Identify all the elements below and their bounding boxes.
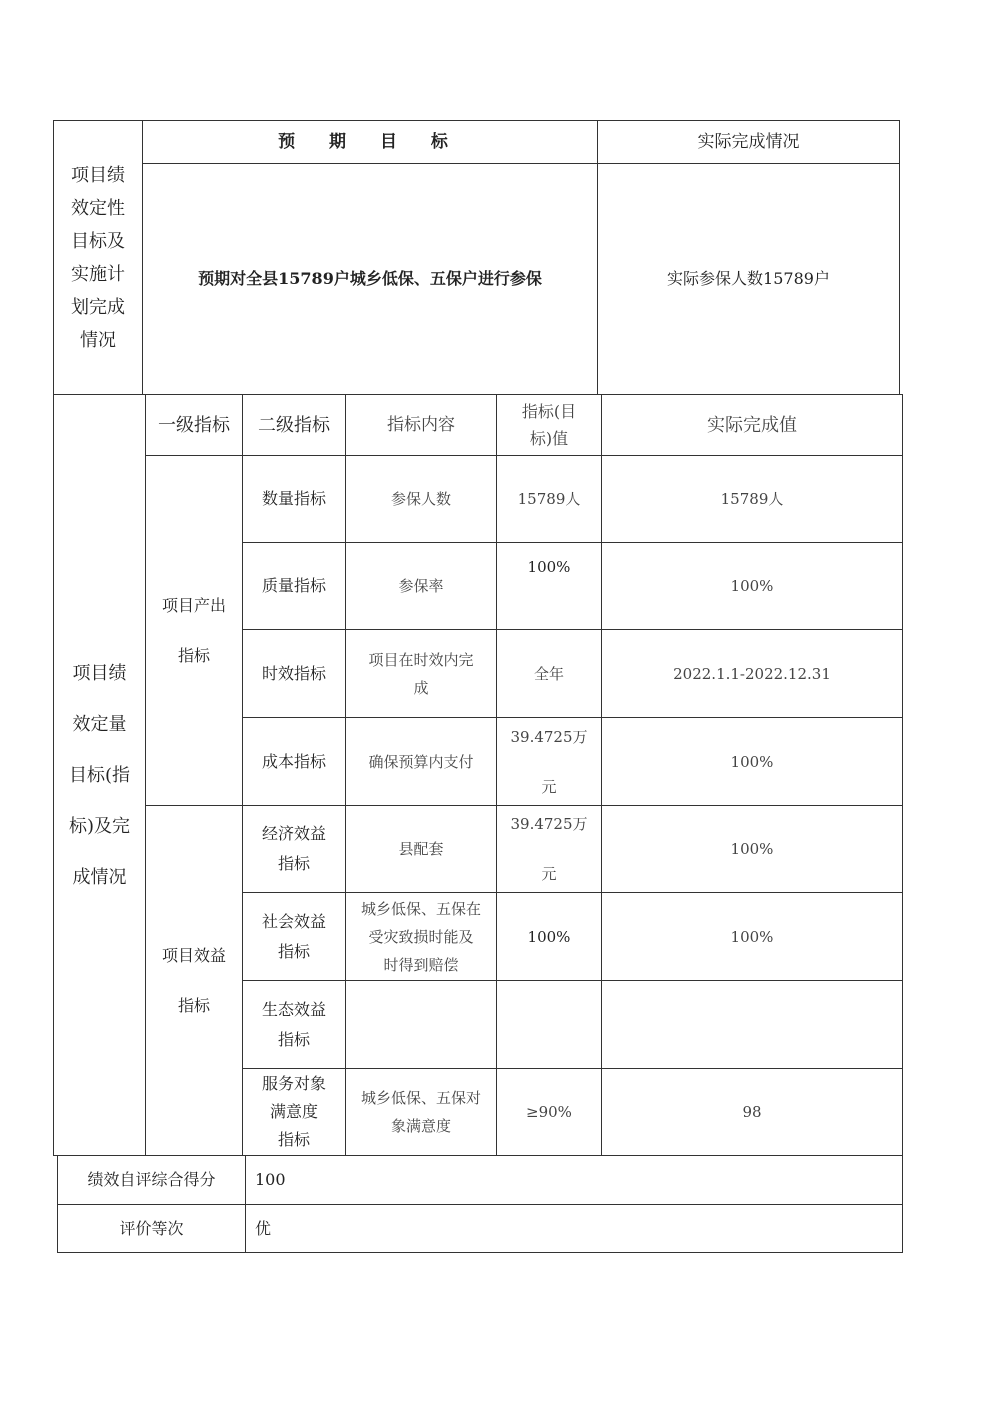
group-benefit-label: 项目效益 指标 (161, 945, 226, 1015)
row-cost-level2: 成本指标 (261, 751, 326, 771)
row-satisfaction-actual: 98 (742, 1103, 762, 1121)
row-quantity-target: 15789人 (517, 490, 581, 508)
row-satisfaction-target: ≥90% (526, 1103, 572, 1121)
row-ecological-actual (601, 980, 903, 1069)
grade-label: 评价等次 (119, 1218, 184, 1238)
row-quality-target: 100% (527, 558, 571, 576)
row-quality-level2: 质量指标 (261, 576, 326, 595)
row-timeliness-actual: 2022.1.1-2022.12.31 (673, 664, 831, 683)
header-target: 指标(目 标)值 (521, 402, 577, 448)
row-timeliness-content: 项目在时效内完 成 (368, 650, 474, 697)
actual-completion-text: 实际参保人数15789户 (667, 269, 830, 288)
row-quantity-content: 参保人数 (390, 490, 451, 508)
group-output-label: 项目产出 指标 (161, 595, 226, 665)
row-social-target: 100% (527, 927, 571, 946)
expected-goal-header: 预 期 目 标 (278, 132, 462, 152)
row-quality-actual: 100% (730, 577, 774, 595)
row-ecological-target (496, 980, 602, 1069)
row-timeliness-target: 全年 (533, 664, 564, 683)
score-value: 100 (255, 1170, 286, 1189)
section1-label: 项目绩 效定性 目标及 实施计 划完成 情况 (71, 164, 125, 351)
row-social-content: 城乡低保、五保在 受灾致损时能及 时得到赔偿 (360, 899, 481, 974)
row-economic-actual: 100% (730, 840, 774, 858)
row-satisfaction-level2: 服务对象 满意度 指标 (261, 1074, 326, 1149)
row-ecological-content (345, 980, 497, 1069)
row-economic-content: 县配套 (398, 840, 444, 858)
header-level2: 二级指标 (258, 414, 330, 436)
header-actual: 实际完成值 (707, 414, 797, 436)
header-level1: 一级指标 (158, 414, 230, 436)
row-economic-target: 39.4725万 元 (510, 815, 588, 883)
row-economic-level2: 经济效益 指标 (261, 824, 326, 873)
row-quantity-actual: 15789人 (720, 490, 784, 508)
header-content: 指标内容 (387, 415, 455, 435)
row-cost-content: 确保预算内支付 (368, 752, 474, 771)
actual-completion-header: 实际完成情况 (697, 132, 800, 152)
row-ecological-level2: 生态效益 指标 (261, 999, 326, 1049)
row-social-level2: 社会效益 指标 (261, 911, 326, 961)
row-satisfaction-content: 城乡低保、五保对 象满意度 (360, 1089, 481, 1135)
row-cost-actual: 100% (730, 752, 774, 771)
row-social-actual: 100% (730, 927, 774, 946)
section2-label: 项目绩 效定量 目标(指 标)及完 成情况 (68, 662, 131, 888)
grade-value: 优 (255, 1218, 272, 1238)
row-timeliness-level2: 时效指标 (261, 663, 326, 683)
row-cost-target: 39.4725万 元 (510, 727, 588, 796)
expected-goal-text: 预期对全县15789户城乡低保、五保户进行参保 (198, 269, 542, 288)
row-quantity-level2: 数量指标 (261, 489, 326, 508)
score-label: 绩效自评综合得分 (87, 1170, 216, 1189)
row-quality-content: 参保率 (398, 577, 444, 595)
